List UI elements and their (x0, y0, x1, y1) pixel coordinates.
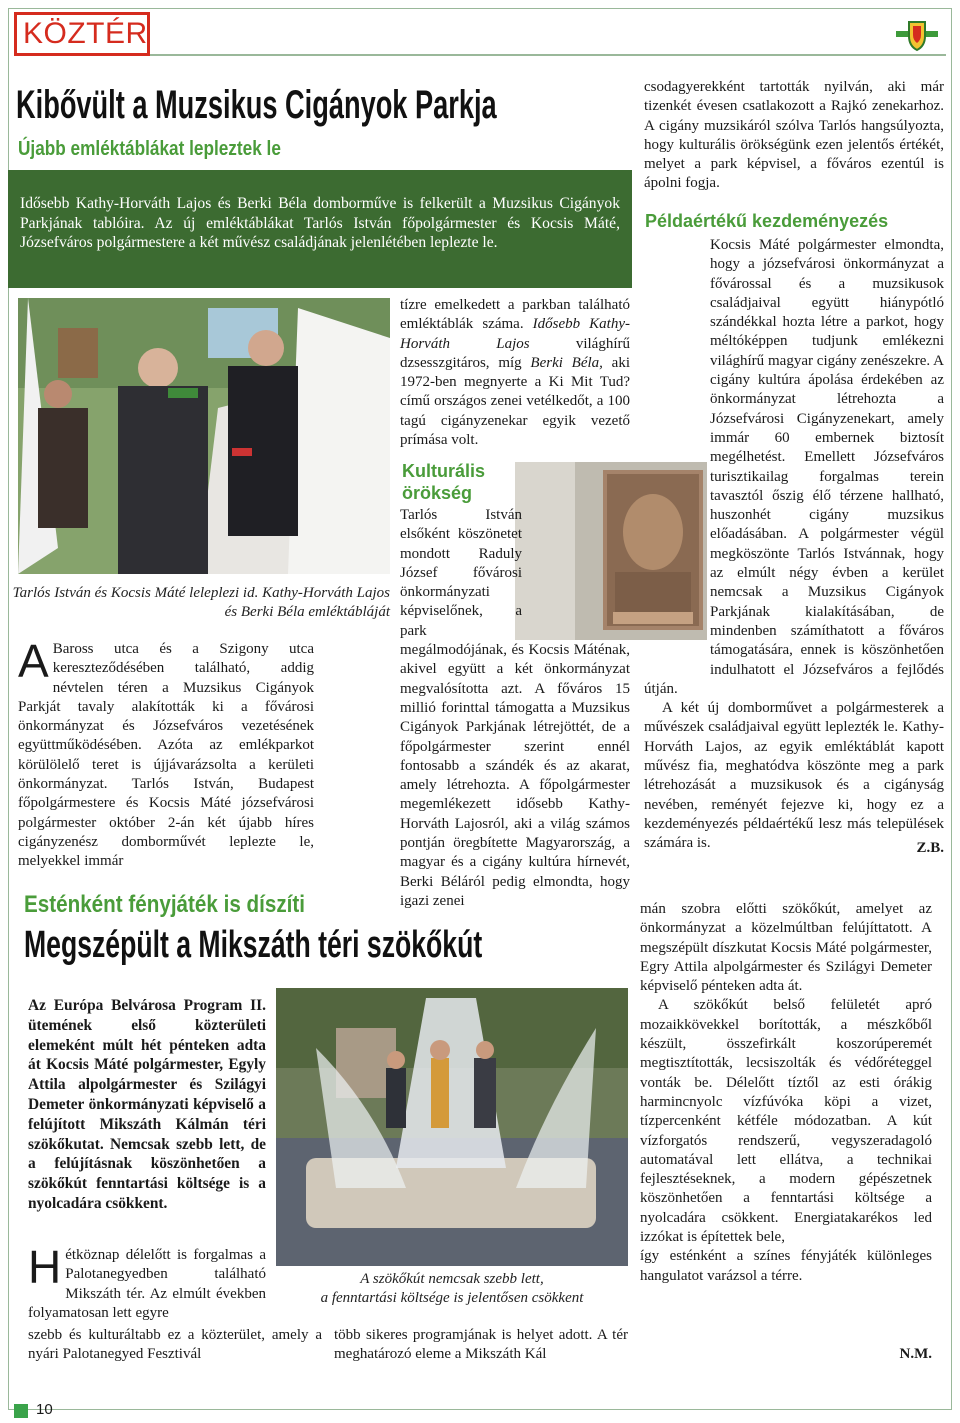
article1-column-2-kult (400, 506, 630, 911)
fountain-photo (276, 988, 628, 1266)
relief-wrap-spacer-2 (644, 450, 710, 678)
district-crest-icon (894, 16, 940, 54)
col3-text-b: A szökőkút belső felületét apró mozaikkövekkel borították, a mészkőből készült, összefirkált koszorúperemét megtisztították, lecsiszolták és védőréteggel vonták be. Délelőtt tíztől az esti órákig harmincnyolc vízfúvóka köpi a vizet, tízpercenként kétféle módozatban. A kút vízforgatós rendszerű, vegyszeradagoló automatával lett ellátva, a technikai fejlesztéseknek, a modern gépészetnek köszönhetően a fenntartási költsége a nyolcadára csökkent. Energiatakarékos led izzókat is építettek bele, (640, 997, 932, 1246)
col2-name-berki: Berki Béla, (530, 354, 603, 371)
article2-body-b: szebb és kulturáltabb ez a közterület, amely a nyári Palotanegyed Fesztivál (28, 1327, 322, 1363)
photo-caption-2-line-1: A szökőkút nemcsak szebb lett, (360, 1271, 544, 1287)
col2-name-kathy: Idősebb Kathy-Horváth Lajos (400, 316, 630, 352)
col3-text-a: mán szobra előtti szökőkút, amelyet az önkormányzat a közelmúltban felújíttatott. A megszépült díszkutat Kocsis Máté polgármester, Egry Attila alpolgármester és Szilágyi Demeter képviselő pénteken adta át. (640, 901, 932, 995)
article1-column-2-top (400, 296, 630, 450)
dropcap-h: H (28, 1241, 62, 1293)
col2-text-e: aki 1972-ben megnyerte a Ki Mit Tud? című országos zenei vetélkedőt, a 100 tagú cigányzenekar egyik vezető prímása volt. (400, 354, 630, 449)
article2-body-c: több sikeres programjának is helyet adott. A tér meghatározó eleme a Mikszáth Kál (334, 1327, 628, 1363)
photo-caption-1: Tarlós István és Kocsis Máté leleplezi id. Kathy-Horváth Lajos és Berki Béla emléktábláját (12, 585, 390, 620)
col3-last-text: A két új domborművet a polgármesterek a művészek családjaival együtt leplezték le. Kathy-Horváth Lajos, az egyik emléktáblát kapott művész fia, meghatódva köszönte meg a park létrehozását a muzsikusok és a cigányság nevében, reményét fejezve ki, hogy ez a kezdeményezés példaértékű lesz más települések számára is. (644, 700, 944, 852)
article2-lead: Az Európa Belvárosa Program II. ütemének első közterületi elemeként múlt hét pénteken adta át Kocsis Máté polgármester, Egyly Attila alpolgármester és Szilágyi Demeter önkormányzati képviselő a felújított Mikszáth Kálmán téri szökőkutat. Nemcsak szebb lett, de a felújításnak köszönhetően a szökőkút fenntartási költsége is a nyolcadára csökkent. (28, 997, 266, 1212)
heading-kulturalis-orokseg: Kulturális örökség (402, 461, 486, 503)
signature-nm: N.M. (899, 1346, 932, 1362)
photo-caption-2-line-2: a fenntartási költsége is jelentősen csökkent (320, 1290, 584, 1306)
dropcap-a: A (18, 635, 49, 687)
page-number: 10 (36, 1401, 53, 1418)
article1-column-3-pelda (644, 236, 944, 854)
lead-text: Idősebb Kathy-Horváth Lajos és Berki Béla domborműve is felkerült a Muzsikus Cigányok Parkjának tablóira. Az új emléktáblákat Tarlós István főpolgármester és Kocsis Máté, Józsefváros polgármestere a két művész családjának jelenlétében leplezte le. (20, 195, 620, 252)
relief-wrap-spacer (522, 506, 630, 634)
unveiling-photo (18, 298, 390, 574)
article1-column-3-top: csodagyerekként tartották nyilván, aki már tizenkét évesen csatlakozott a Rajkó zenekarhoz. A cigány muzsikáról szólva Tarlós hangsúlyozta, hogy kulturális örökségünk ezen jelentős értékét, melyet a park képvisel, a főváros ezentúl is ápolni fogja. (644, 79, 944, 192)
signature-zb: Z.B. (916, 840, 944, 856)
article2-kicker: Esténként fényjáték is díszíti (24, 891, 306, 918)
article2-column-3 (640, 900, 932, 1286)
col1-text: Baross utca és a Szigony utca kereszteződésében található, addig névtelen téren a Muzsikus Cigányok Parkját tavaly alakították ki a fővárosi önkormányzat és Józsefváros vezetésének együttműködésében. Azóta az emlékparkot körülölelő teret is újjávarázsolta a kerületi önkormányzat. Tarlós István, Budapest főpolgármestere és Kocsis Máté józsefvárosi polgármester október 2-án két újabb híres cigányzenész domborművét leplezte le, melyekkel immár (18, 641, 314, 870)
section-label-text: KÖZTÉR (17, 15, 147, 53)
article-title: Kibővült a Muzsikus Cigányok Parkja (16, 83, 497, 127)
section-label (14, 12, 150, 56)
col3-pelda-text: Kocsis Máté polgármester elmondta, hogy a józsefvárosi önkormányzat a fővárossal és a muzsikusok családjaival együtt hiánypótló szándékkal hozta létre a parkot, hogy méltóképpen tudjunk emlékezni világhírű magyar cigány zenészekre. A cigány kultúra ápolása érdekében az önkormányzat létrehozta a Józsefvárosi Cigányzenekart, amely immár 60 embernek biztosít megélhetést. Emellett Józsefváros turisztikailag forgalmas terein tavasztól őszig élő térzene hallható, huszonhét cigány muzsikus előadásában. A polgármester végül megköszönte Tarlós Istvánnak, hogy az elmúlt négy évben a kerület nemcsak a Muzsikus Cigányok Parkjának kialakításában, de mindenben számíthatott a főváros támogatására, ennek is köszönhetően indulhatott el Józsefváros a fejlődés útján. (644, 237, 944, 697)
body-a-text: étköznap délelőtt is forgalmas a Palotanegyedben található Mikszáth tér. Az elmúlt években folyamatosan lett egyre (28, 1247, 266, 1321)
article2-title: Megszépült a Mikszáth téri szökőkút (24, 924, 483, 966)
col2-kult-text: Tarlós István elsőként köszönetet mondott Raduly József fővárosi önkormányzati képviselőnek, a park megálmodójának, és Kocsis Máténak, akivel együtt a két önkormányzat megvalósította azt. A főváros 15 millió forinttal támogatta a Muzsikus Cigányok Parkjának létrejöttét, de a főpolgármester szerint ennél fontosabb a szándék és az akarat, amely létrehozta. A főpolgármester megemlékezett idősebb Kathy-Horváth Lajosról, aki a világ számos pontján öregbítette Magyarország, a magyar és a cigány kultúra hírnevét, Berki Béláról pedig elmondta, hogy igazi zenei (400, 507, 630, 909)
article-subtitle: Újabb emléktáblákat lepleztek le (18, 138, 281, 160)
article2-body-a (28, 1241, 266, 1323)
heading-peldaerteku: Példaértékű kezdeményezés (645, 211, 889, 231)
col2-text-c: világhírű dzsesszgitáros, míg (400, 335, 630, 371)
photo-caption-2 (276, 1270, 628, 1308)
col3-text-c: így esténként a színes fényjáték különleges hangulatot varázsol a térre. (640, 1248, 932, 1284)
header-rule (150, 54, 946, 56)
article1-column-1 (18, 635, 314, 872)
page-marker (14, 1404, 28, 1418)
col2-text-a: tízre emelkedett a parkban található emléktáblák száma. (400, 297, 630, 333)
